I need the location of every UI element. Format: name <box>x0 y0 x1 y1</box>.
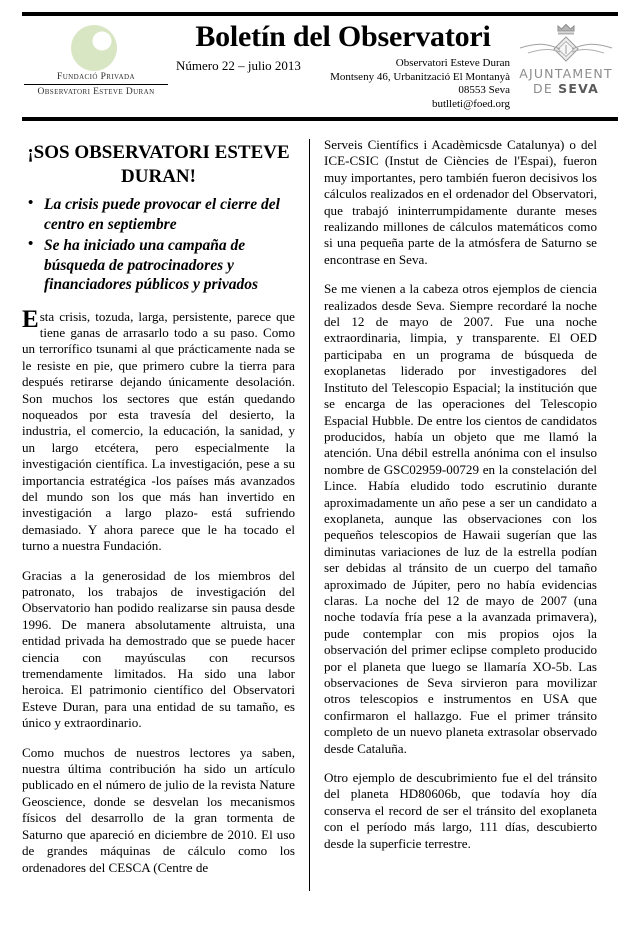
lead-point: • La crisis puede provocar el cierre del centro en septiembre <box>22 195 295 234</box>
paragraph-text: sta crisis, tozuda, larga, persistente, parece que tiene ganas de arrasarlo todo a su paso. Como un terrorífico tsunami al que prácticamente nada se le resiste en pie, que primero cubre la tierra para después retirarse dejando únicamente desolación. Son muchos los sectores que están quedando noqueados por esta travesía del desierto, la industria, el comercio, la educación, la sanidad, y un largo etcétera, pero especialmente la investigación científica. La investigación, pese a su importancia estratégica -los países más avanzados del mundo son los que más han invertido en investigación a largo plazo- está sufriendo demasiado. Y ahora parece que le ha tocado el turno a nuestra Fundación. <box>22 308 295 554</box>
paragraph: Gracias a la generosidad de los miembros del patronato, los trabajos de investigación del Observatorio han podido realizarse sin pausa desde 1996. De manera absolutamente altruista, una entidad privada ha demostrado que se puede hacer ciencia con mayúsculas con recursos tremendamente limitados. Ha sido una labor heroica. El patrimonio científico del Observatori Esteve Duran, para una entidad de su tamaño, es único y extraordinario. <box>22 567 295 731</box>
council-name-line-1: AJUNTAMENT <box>519 66 613 81</box>
left-column <box>22 135 309 897</box>
right-column <box>310 135 597 897</box>
contact-address <box>330 57 510 111</box>
masthead-center <box>170 20 514 111</box>
lead-point: • Se ha iniciado una campaña de búsqueda de patrocinadores y financiadores públicos y privados <box>22 236 295 295</box>
council-name-line-2 <box>514 81 618 96</box>
council-name-prefix: DE <box>533 81 559 96</box>
issue-number: Número 22 – julio 2013 <box>176 58 301 73</box>
drop-cap: E <box>22 305 39 333</box>
masthead-bottom-rule <box>22 117 618 121</box>
paragraph: Serveis Científics i Acadèmicsde Catalunya) o del ICE-CSIC (Instut de Ciències de l'Espai), fueron muy importantes, pero también fueron decisivos los cálculos realizados en el ordenador del Observatori, que trabajó ininterrumpidamente durante meses realizando millones de cálculos matemáticos como si una pequeña parte de la atmósfera de Saturno se encontrase en Seva. <box>324 137 597 267</box>
masthead <box>22 16 618 114</box>
paragraph: Como muchos de nuestros lectores ya saben, nuestra última contribución ha sido un artículo publicado en el número de julio de la revista Nature Geoscience, donde se desvelan los mecanismos físicos del desarrollo de la gran tormenta de Saturno que apareció en diciembre de 2010. El uso de grandes máquinas de cálculo como los ordenadores del CESCA (Centre de <box>22 744 295 875</box>
foundation-caption-bottom: Observatori Esteve Duran <box>37 87 155 97</box>
crown-crest-icon <box>514 22 618 66</box>
foundation-caption-top: Fundació Privada <box>57 72 135 82</box>
lead-points-list <box>22 195 295 295</box>
address-line-2: Montseny 46, Urbanització El Montanyà <box>330 70 510 83</box>
foundation-caption-divider <box>24 84 168 85</box>
newsletter-page <box>0 12 640 929</box>
paragraph: Se me vienen a la cabeza otros ejemplos de ciencia realizados desde Seva. Siempre recordaré la noche del 12 de mayo de 2007. Fue una noche extraordinaria, limpia, y transparente. El OED participaba en un programa de búsqueda de exoplanetas liderado por investigadores del Instituto del Telescopio Espacial; la institución que se encarga de las operaciones del Telescopio Espacial Hubble. De entre los cientos de candidatos producidos, había un objeto que me llamó la atención. Una débil estrella anónima con el insulso nombre de GSC02959-00729 en la constelación del Lince. Había eludido todo escrutinio durante aproximadamente un año pese a ser un candidato a exoplaneta, aunque las observaciones con los pequeños telescopios de Hawaii sugerían que las diminutas variaciones de luz de la estrella podían ser debidas al tránsito de un cuerpo del tamaño aproximado de Júpiter, pero no había evidencias claras. La noche del 12 de mayo de 2007 (una noche todavía fría pese a la avanzada primavera), pude contemplar con mis propios ojos la observación del primer eclipse completo producido por el planeta que luego se llamaría XO-5b. Las observaciones de Seva sirvieron para movilizar otros telescopios e instrumentos en USA que confirmaron el hallazgo. Fue el primer tránsito completo de un nuevo planeta extrasolar observado desde Cataluña. <box>324 281 597 756</box>
foundation-logo <box>22 20 170 98</box>
contact-email: butlleti@foed.org <box>431 97 510 110</box>
council-name-town: SEVA <box>558 81 599 96</box>
article-headline: ¡SOS OBSERVATORI ESTEVE DURAN! <box>27 142 290 187</box>
address-line-3: 08553 Seva <box>458 84 510 96</box>
council-logo <box>514 20 618 96</box>
article-columns <box>22 135 618 897</box>
foundation-ring-icon <box>22 24 170 72</box>
masthead-meta-row <box>176 57 510 111</box>
paragraph: Otro ejemplo de descubrimiento fue el del tránsito del planeta HD80606b, que todavía hoy día conserva el record de ser el tránsito del exoplaneta con el período más largo, 111 días, descubierto desde la superficie terrestre. <box>324 770 597 851</box>
page-title: Boletín del Observatori <box>195 20 491 53</box>
address-line-1: Observatori Esteve Duran <box>395 57 510 69</box>
paragraph <box>22 305 295 555</box>
